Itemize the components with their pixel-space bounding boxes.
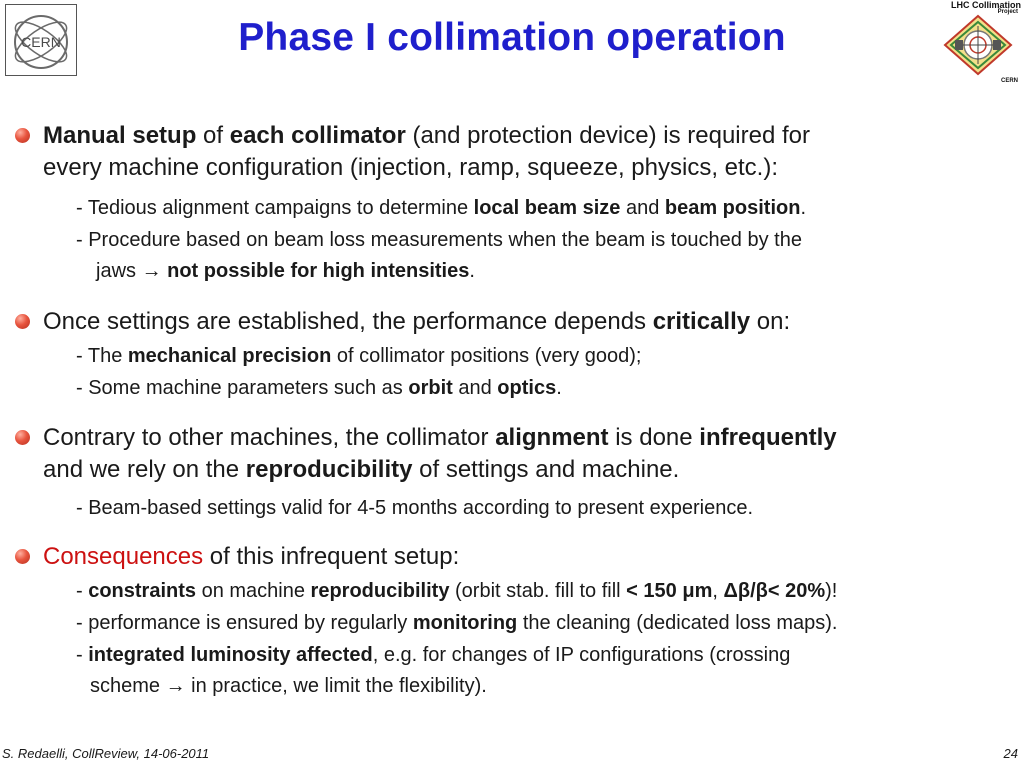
bullet-manual-setup xyxy=(22,120,810,184)
sub-item-mechanical-precision: - The mechanical precision of collimator positions (very good); xyxy=(76,345,642,367)
bullet-settings-established xyxy=(22,306,790,338)
bullet-text-continued: and we rely on the reproducibility of settings and machine. xyxy=(43,456,680,483)
lhc-logo-cern: CERN xyxy=(1000,78,1018,84)
bullet-text-continued: every machine configuration (injection, ramp, squeeze, physics, etc.): xyxy=(43,154,779,181)
bullet-text: Consequences of this infrequent setup: xyxy=(43,543,460,570)
bullet-dot-icon xyxy=(15,549,30,564)
page-number: 24 xyxy=(1003,746,1018,761)
bullet-text: Once settings are established, the performance depends critically on: xyxy=(43,308,791,335)
crosshair-icon xyxy=(943,14,1013,76)
bullet-dot-icon xyxy=(15,314,30,329)
sub-item-beam-based-settings: - Beam-based settings valid for 4-5 months according to present experience. xyxy=(76,497,754,519)
bullet-dot-icon xyxy=(15,128,30,143)
bullet-text: Contrary to other machines, the collimator alignment is done infrequently xyxy=(43,424,837,451)
sub-item-alignment-campaigns: - Tedious alignment campaigns to determine local beam size and beam position. xyxy=(76,197,807,219)
sub-item-performance-monitoring: - performance is ensured by regularly monitoring the cleaning (dedicated loss maps). xyxy=(76,612,838,634)
cern-logo-text: CERN xyxy=(21,34,61,50)
lhc-logo-title: LHC Collimation xyxy=(951,0,1021,10)
sub-item-integrated-luminosity-continued: scheme → in practice, we limit the flexibility). xyxy=(90,675,487,697)
sub-item-integrated-luminosity: - integrated luminosity affected, e.g. for changes of IP configurations (crossing xyxy=(76,644,791,666)
bullet-text: Manual setup of each collimator (and protection device) is required for xyxy=(43,122,810,149)
sub-item-constraints: - constraints on machine reproducibility (orbit stab. fill to fill < 150 μm, Δβ/β< 20%)! xyxy=(76,580,838,602)
sub-item-beam-loss-continued: jaws → not possible for high intensities. xyxy=(96,260,475,282)
footer-author: S. Redaelli, CollReview, 14-06-2011 xyxy=(2,746,210,761)
lhc-collimation-logo xyxy=(937,0,1021,88)
slide-title: Phase I collimation operation xyxy=(238,16,786,59)
bullet-dot-icon xyxy=(15,430,30,445)
sub-item-beam-loss-procedure: - Procedure based on beam loss measurements when the beam is touched by the xyxy=(76,229,802,251)
sub-item-machine-parameters: - Some machine parameters such as orbit and optics. xyxy=(76,377,562,399)
lhc-logo-project: Project xyxy=(997,9,1018,15)
bullet-consequences xyxy=(22,541,459,573)
bullet-contrary-machines xyxy=(22,422,837,486)
